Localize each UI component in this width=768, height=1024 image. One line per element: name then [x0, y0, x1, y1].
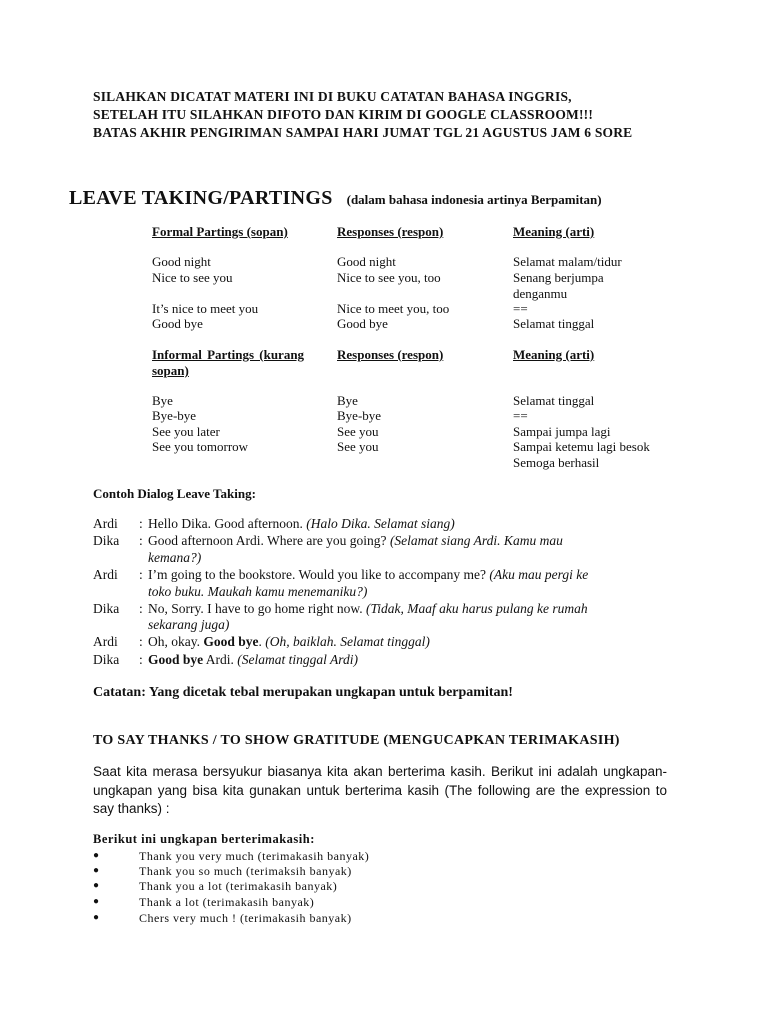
dialog-text: Ardi.	[203, 652, 238, 667]
dialog-line	[148, 634, 430, 650]
table-cell: Nice to see you	[152, 270, 233, 285]
informal-header-partings-cont: sopan)	[152, 363, 189, 378]
dialog-speaker: Dika	[93, 652, 120, 667]
dialog-line	[148, 601, 588, 617]
table-cell: Bye	[152, 393, 173, 408]
dialog-translation: (Halo Dika. Selamat siang)	[306, 516, 455, 531]
dialog-text: Hello Dika. Good afternoon.	[148, 516, 307, 531]
table-cell: See you	[337, 439, 379, 454]
dialog-translation: (Selamat tinggal Ardi)	[237, 652, 359, 667]
table-cell: Selamat tinggal	[513, 393, 595, 408]
table-cell: Good bye	[337, 316, 388, 331]
dialog-text: Oh, okay.	[148, 634, 204, 649]
list-item: Thank you very much (terimakasih banyak)	[139, 849, 370, 863]
dialog-bold-phrase: Good bye	[203, 634, 259, 649]
dialog-line	[148, 567, 588, 583]
dialog-heading: Contoh Dialog Leave Taking:	[93, 486, 256, 501]
table-cell: Nice to see you, too	[337, 270, 441, 285]
thanks-paragraph-line-3: say thanks) :	[93, 801, 170, 816]
bullet-icon: ●	[93, 880, 100, 891]
instruction-line-3: BATAS AKHIR PENGIRIMAN SAMPAI HARI JUMAT TGL 21 AGUSTUS JAM 6 SORE	[93, 125, 633, 140]
table-cell: Good night	[152, 254, 211, 269]
table-cell: Sampai jumpa lagi	[513, 424, 611, 439]
table-cell: It’s nice to meet you	[152, 301, 259, 316]
table-cell: ==	[513, 301, 528, 316]
formal-header-meaning: Meaning (arti)	[513, 224, 595, 239]
table-cell: denganmu	[513, 286, 568, 301]
dialog-colon: :	[139, 601, 143, 616]
dialog-colon: :	[139, 516, 143, 531]
dialog-speaker: Dika	[93, 533, 120, 548]
dialog-translation: (Selamat siang Ardi. Kamu mau	[389, 533, 563, 548]
dialog-colon: :	[139, 652, 143, 667]
list-item: Thank you so much (terimaksih banyak)	[139, 864, 352, 878]
dialog-bold-phrase: Good bye	[148, 652, 204, 667]
informal-header-partings: Informal Partings (kurang	[152, 347, 305, 362]
dialog-translation-cont: sekarang juga)	[148, 617, 230, 632]
table-cell: ==	[513, 408, 528, 423]
dialog-colon: :	[139, 533, 143, 548]
table-cell: Bye-bye	[337, 408, 382, 423]
page-title: LEAVE TAKING/PARTINGS	[69, 187, 333, 209]
table-cell: Selamat tinggal	[513, 316, 595, 331]
table-cell: See you	[337, 424, 379, 439]
bullet-icon: ●	[93, 912, 100, 923]
dialog-speaker: Ardi	[93, 516, 118, 531]
dialog-text: Good afternoon Ardi. Where are you going?	[148, 533, 390, 548]
table-cell: Good night	[337, 254, 396, 269]
bullet-icon: ●	[93, 865, 100, 876]
informal-header-meaning: Meaning (arti)	[513, 347, 595, 362]
dialog-speaker: Ardi	[93, 634, 118, 649]
dialog-colon: :	[139, 567, 143, 582]
table-cell: Senang berjumpa	[513, 270, 604, 285]
dialog-speaker: Ardi	[93, 567, 118, 582]
table-cell: See you later	[152, 424, 220, 439]
informal-header-responses: Responses (respon)	[337, 347, 444, 362]
dialog-translation: (Oh, baiklah. Selamat tinggal)	[265, 634, 430, 649]
dialog-text: I’m going to the bookstore. Would you like to accompany me?	[148, 567, 490, 582]
thanks-paragraph-line-1: Saat kita merasa bersyukur biasanya kita akan berterima kasih. Berikut ini adalah ungkapan-	[93, 764, 667, 779]
table-cell: Selamat malam/tidur	[513, 254, 622, 269]
dialog-translation: (Tidak, Maaf aku harus pulang ke rumah	[365, 601, 588, 616]
thanks-heading: TO SAY THANKS / TO SHOW GRATITUDE (MENGUCAPKAN TERIMAKASIH)	[93, 733, 620, 748]
dialog-line	[148, 533, 563, 549]
instruction-line-1: SILAHKAN DICATAT MATERI INI DI BUKU CATATAN BAHASA INGGRIS,	[93, 89, 572, 104]
dialog-text: .	[258, 634, 266, 649]
instruction-line-2: SETELAH ITU SILAHKAN DIFOTO DAN KIRIM DI GOOGLE CLASSROOM!!!	[93, 107, 594, 122]
note: Catatan: Yang dicetak tebal merupakan ungkapan untuk berpamitan!	[93, 685, 513, 700]
table-cell: Bye-bye	[152, 408, 197, 423]
formal-header-partings: Formal Partings (sopan)	[152, 224, 288, 239]
bullet-icon: ●	[93, 896, 100, 907]
list-item: Chers very much ! (terimakasih banyak)	[139, 911, 352, 925]
dialog-colon: :	[139, 634, 143, 649]
thanks-list-heading: Berikut ini ungkapan berterimakasih:	[93, 832, 315, 846]
bullet-icon: ●	[93, 850, 100, 861]
table-cell: Good bye	[152, 316, 203, 331]
table-cell: Bye	[337, 393, 358, 408]
dialog-line	[148, 652, 358, 668]
table-cell: See you tomorrow	[152, 439, 249, 454]
table-cell: Sampai ketemu lagi besok	[513, 439, 650, 454]
dialog-line	[148, 516, 455, 532]
page-subtitle: (dalam bahasa indonesia artinya Berpamitan)	[346, 192, 602, 207]
list-item: Thank you a lot (terimakasih banyak)	[139, 879, 338, 893]
page-title-row	[69, 187, 602, 210]
table-cell: Semoga berhasil	[513, 455, 600, 470]
dialog-translation: (Aku mau pergi ke	[489, 567, 589, 582]
dialog-translation-cont: kemana?)	[148, 550, 202, 565]
thanks-paragraph-line-2: ungkapan yang bisa kita gunakan untuk berterima kasih (The following are the expression to	[93, 783, 667, 798]
formal-header-responses: Responses (respon)	[337, 224, 444, 239]
list-item: Thank a lot (terimakasih banyak)	[139, 895, 315, 909]
table-cell: Nice to meet you, too	[337, 301, 450, 316]
dialog-text: No, Sorry. I have to go home right now.	[148, 601, 366, 616]
dialog-translation-cont: toko buku. Maukah kamu menemaniku?)	[148, 584, 368, 599]
dialog-speaker: Dika	[93, 601, 120, 616]
